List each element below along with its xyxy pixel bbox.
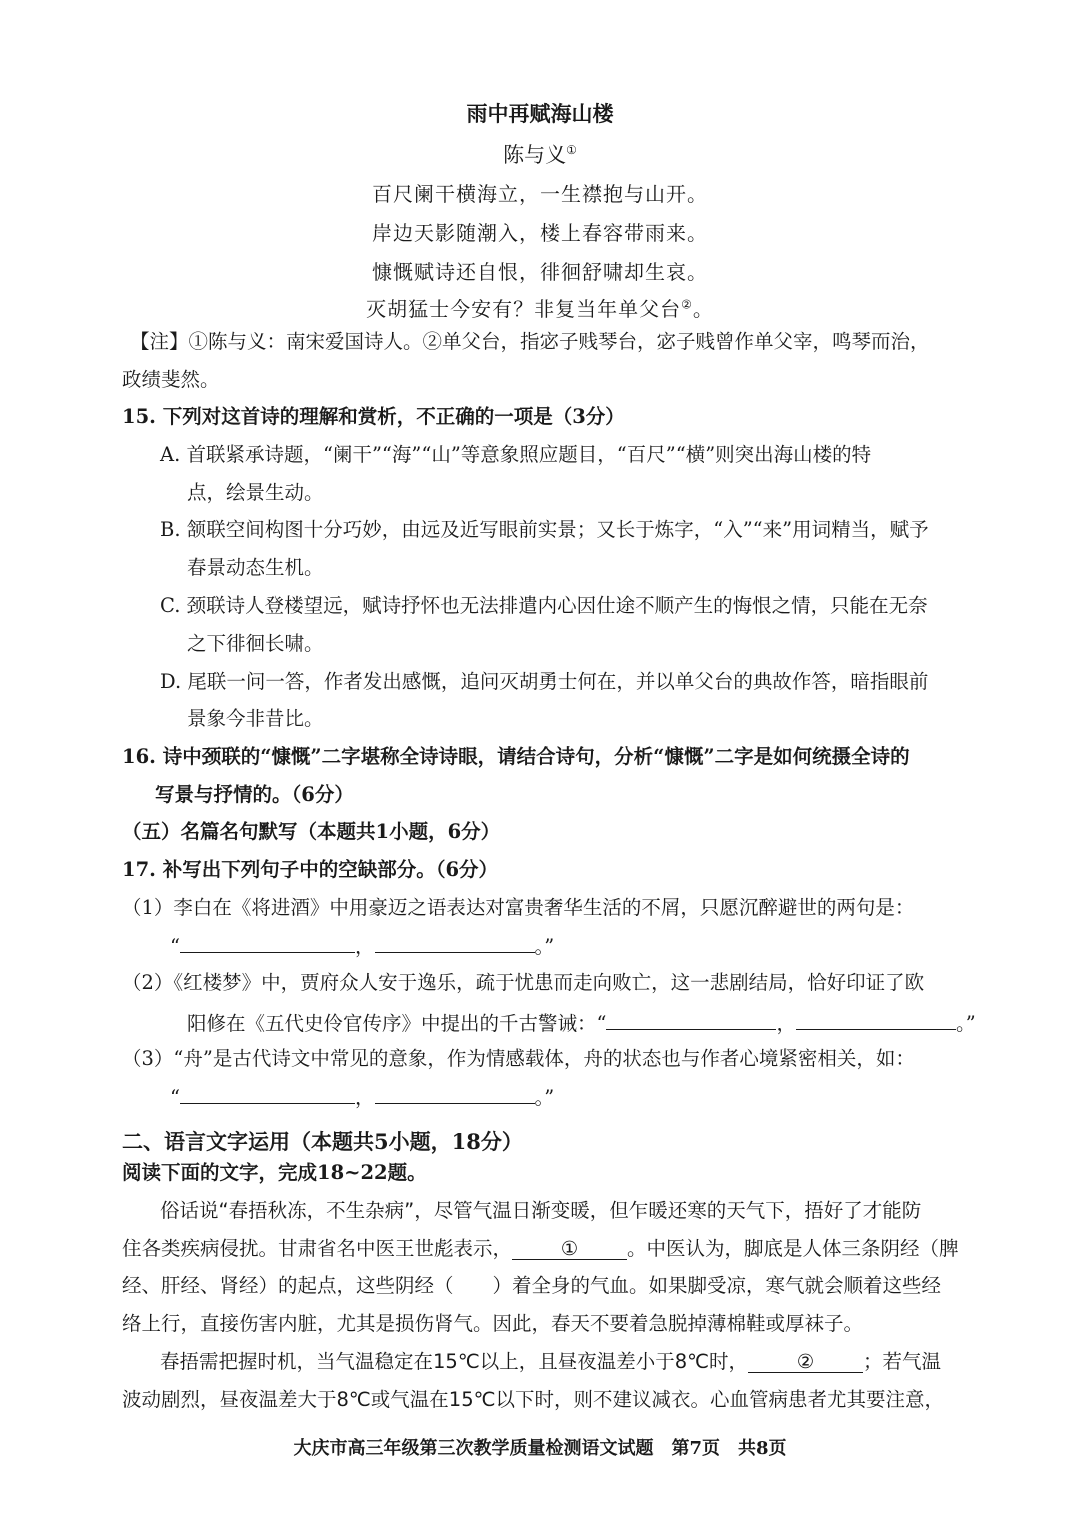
q17-sub2-line-2: 阳修在《五代史伶官传序》中提出的千古警诫：“ ， 。” xyxy=(187,1012,976,1035)
passage-p1-line-1: 俗话说“春捂秋冻，不生杂病”，尽管气温日渐变暖，但乍暖还寒的天气下，捂好了才能防 xyxy=(160,1199,922,1222)
passage-p2-line-2: 波动剧烈，昼夜温差大于8℃或气温在15℃以下时，则不建议减衣。心血管病患者尤其要注意， xyxy=(122,1388,945,1411)
q17-stem: 17. 补写出下列句子中的空缺部分。（6分） xyxy=(122,858,499,881)
answer-blank[interactable] xyxy=(606,1011,776,1030)
q17-sub3-line-1: （3）“舟”是古代诗文中常见的意象，作为情感载体，舟的状态也与作者心境紧密相关，如： xyxy=(122,1047,915,1070)
passage-blank-2[interactable]: ② xyxy=(748,1352,863,1373)
q16-line-2: 写景与抒情的。（6分） xyxy=(155,783,354,806)
poem-line-2: 岸边天影随潮入，楼上春容带雨来。 xyxy=(372,221,708,245)
poem-note-line-1: 【注】①陈与义：南宋爱国诗人。②单父台，指宓子贱琴台，宓子贱曾作单父宰，鸣琴而治， xyxy=(130,330,930,353)
q15-stem: 15. 下列对这首诗的理解和赏析，不正确的一项是（3分） xyxy=(122,405,625,428)
q15-option-b-line-1: B. 颔联空间构图十分巧妙，由远及近写眼前实景；又长于炼字，“入”“来”用词精当，赋予 xyxy=(160,518,929,541)
passage-p2-line-1: 春捂需把握时机，当气温稳定在15℃以上，且昼夜温差小于8℃时， ② ；若气温 xyxy=(160,1350,942,1373)
q16-line-1: 16. 诗中颈联的“慷慨”二字堪称全诗诗眼，请结合诗句，分析“慷慨”二字是如何统摄全诗的 xyxy=(122,745,910,768)
passage-p1-line-3: 经、肝经、肾经）的起点，这些阴经（ ）着全身的气血。如果脚受凉，寒气就会顺着这些经 xyxy=(122,1274,942,1297)
q15-option-a-line-1: A. 首联紧承诗题，“阑干”“海”“山”等意象照应题目，“百尺”“横”则突出海山楼的特 xyxy=(160,443,872,466)
answer-blank[interactable] xyxy=(375,1085,535,1104)
q17-sub3-blanks: “ ， 。” xyxy=(170,1086,555,1109)
poem-author: 陈与义① xyxy=(503,143,577,167)
answer-blank[interactable] xyxy=(796,1011,956,1030)
q15-option-c-line-2: 之下徘徊长啸。 xyxy=(187,632,324,655)
answer-blank[interactable] xyxy=(375,934,535,953)
q15-option-b-line-2: 春景动态生机。 xyxy=(187,556,324,579)
answer-blank[interactable] xyxy=(180,1085,355,1104)
q17-sub1-blanks: “ ， 。” xyxy=(170,935,555,958)
author-note-mark: ① xyxy=(566,143,577,157)
q17-sub1-line-1: （1）李白在《将进酒》中用豪迈之语表达对富贵奢华生活的不屑，只愿沉醉避世的两句是： xyxy=(122,896,915,919)
poem-title: 雨中再赋海山楼 xyxy=(466,101,614,126)
q17-sub2-line-1: （2）《红楼梦》中，贾府众人安于逸乐，疏于忧患而走向败亡，这一悲剧结局，恰好印证了欧 xyxy=(122,971,925,994)
section-2-instruction: 阅读下面的文字，完成18~22题。 xyxy=(122,1161,427,1184)
page-footer: 大庆市高三年级第三次教学质量检测语文试题 第7页 共8页 xyxy=(293,1438,787,1459)
poem-line-3: 慷慨赋诗还自恨，徘徊舒啸却生哀。 xyxy=(372,260,708,284)
section-5-heading: （五）名篇名句默写（本题共1小题，6分） xyxy=(122,820,501,843)
passage-p1-line-2: 住各类疾病侵扰。甘肃省名中医王世彪表示， ① 。中医认为，脚底是人体三条阴经（脾 xyxy=(122,1237,959,1260)
q15-option-c-line-1: C. 颈联诗人登楼望远，赋诗抒怀也无法排遣内心因仕途不顺产生的悔恨之情，只能在无奈 xyxy=(160,594,928,617)
poem-line-4: 灭胡猛士今安有？非复当年单父台②。 xyxy=(366,297,714,321)
passage-blank-1[interactable]: ① xyxy=(512,1239,627,1260)
q15-option-d-line-1: D. 尾联一问一答，作者发出感慨，追问灭胡勇士何在，并以单父台的典故作答，暗指眼前 xyxy=(160,670,929,693)
passage-p1-line-4: 络上行，直接伤害内脏，尤其是损伤肾气。因此，春天不要着急脱掉薄棉鞋或厚袜子。 xyxy=(122,1312,864,1335)
q15-option-d-line-2: 景象今非昔比。 xyxy=(187,707,324,730)
answer-blank[interactable] xyxy=(180,934,355,953)
poem-line-1: 百尺阑干横海立，一生襟抱与山开。 xyxy=(372,182,708,206)
q15-option-a-line-2: 点，绘景生动。 xyxy=(187,481,324,504)
line4-note-mark: ② xyxy=(681,297,693,312)
poem-note-line-2: 政绩斐然。 xyxy=(122,368,220,391)
section-2-heading: 二、语言文字运用（本题共5小题，18分） xyxy=(122,1129,523,1154)
